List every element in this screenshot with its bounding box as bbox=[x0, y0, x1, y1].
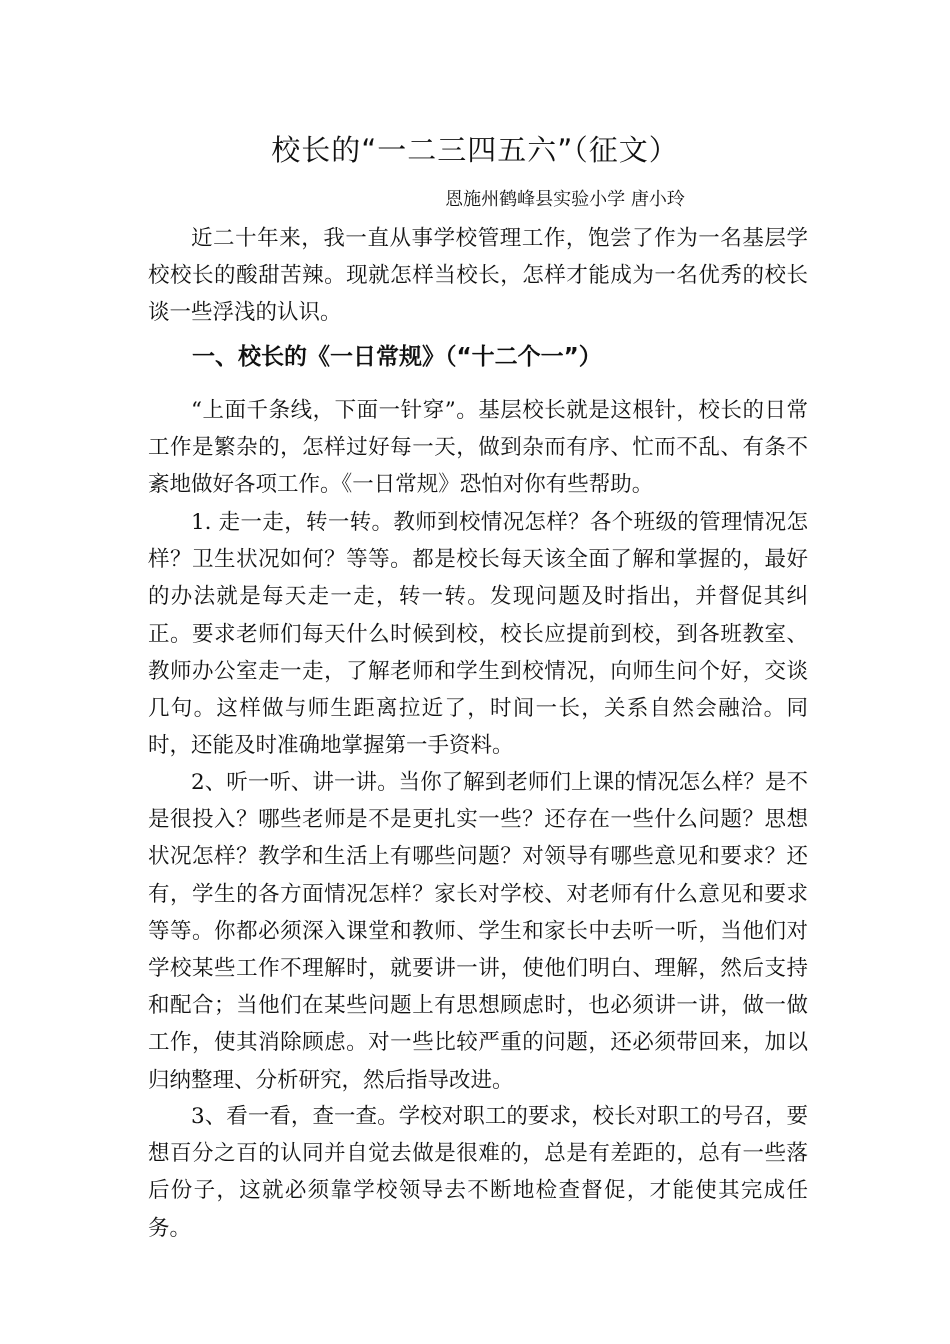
intro-paragraph: 近二十年来，我一直从事学校管理工作，饱尝了作为一名基层学校校长的酸甜苦辣。现就怎样当校长，怎样才能成为一名优秀的校长谈一些浮浅的认识。 bbox=[148, 226, 808, 326]
section-intro-paragraph: “上面千条线，下面一针穿”。基层校长就是这根针，校长的日常工作是繁杂的，怎样过好每一天，做到杂而有序、忙而不乱、有条不紊地做好各项工作。《一日常规》恐怕对你有些帮助。 bbox=[148, 398, 808, 498]
author-line: 恩施州鹤峰县实验小学 唐小玲 bbox=[445, 189, 685, 210]
document-title: 校长的“一二三四五六”（征文） bbox=[271, 133, 679, 167]
item-1-paragraph: 1. 走一走，转一转。教师到校情况怎样？各个班级的管理情况怎样？卫生状况如何？等等。都是校长每天该全面了解和掌握的，最好的办法就是每天走一走，转一转。发现问题及时指出，并督促其纠正。要求老师们每天什么时候到校，校长应提前到校，到各班教室、教师办公室走一走，了解老师和学生到校情况，向师生问个好，交谈几句。这样做与师生距离拉近了，时间一长，关系自然会融洽。同时，还能及时准确地掌握第一手资料。 bbox=[148, 510, 808, 759]
item-2-paragraph: 2、听一听、讲一讲。当你了解到老师们上课的情况怎么样？是不是很投入？哪些老师是不是更扎实一些？还存在一些什么问题？思想状况怎样？教学和生活上有哪些问题？对领导有哪些意见和要求？还有，学生的各方面情况怎样？家长对学校、对老师有什么意见和要求等等。你都必须深入课堂和教师、学生和家长中去听一听，当他们对学校某些工作不理解时，就要讲一讲，使他们明白、理解，然后支持和配合；当他们在某些问题上有思想顾虑时，也必须讲一讲，做一做工作，使其消除顾虑。对一些比较严重的问题，还必须带回来，加以归纳整理、分析研究，然后指导改进。 bbox=[148, 770, 808, 1093]
section-heading: 一、校长的《一日常规》（“十二个一”） bbox=[192, 344, 602, 370]
item-3-paragraph: 3、看一看，查一查。学校对职工的要求，校长对职工的号召，要想百分之百的认同并自觉去做是很难的，总是有差距的，总有一些落后份子，这就必须靠学校领导去不断地检查督促，才能使其完成任务。 bbox=[148, 1104, 808, 1241]
